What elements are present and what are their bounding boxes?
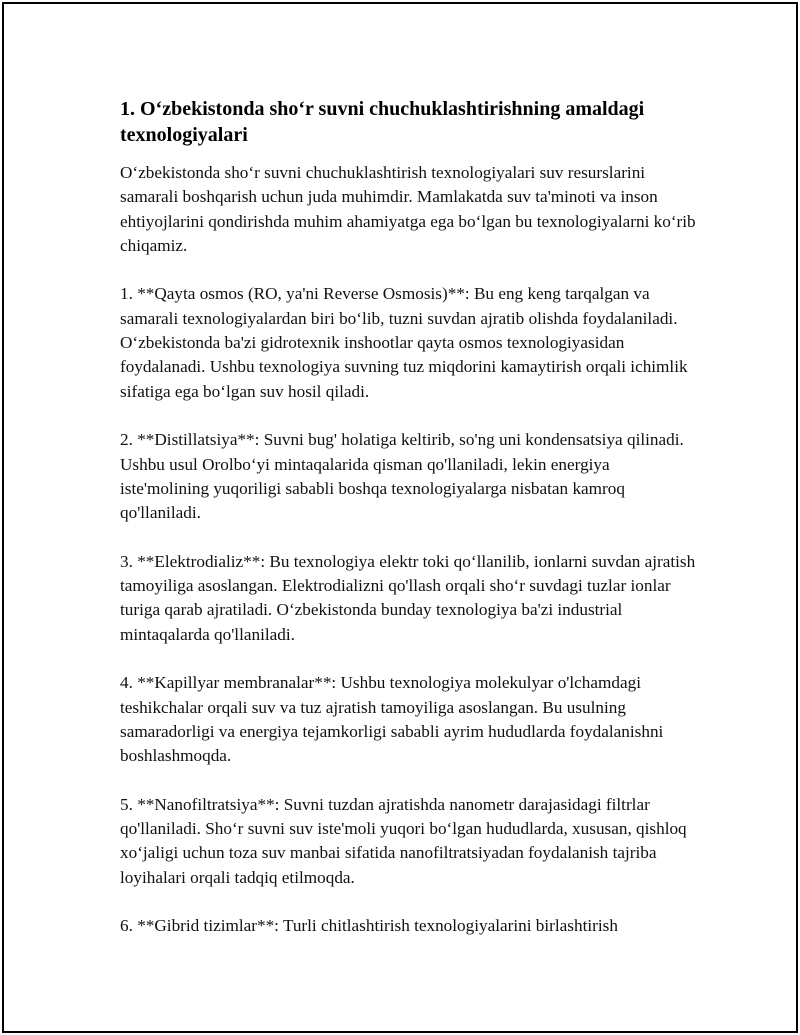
paragraph-hybrid-systems: 6. **Gibrid tizimlar**: Turli chitlashtirish texnologiyalarini birlashtirish — [120, 916, 618, 936]
paragraph-electrodialysis: 3. **Elektrodializ**: Bu texnologiya elektr toki qo‘llanilib, ionlarni suvdan ajratish tamoyiliga asoslangan. Elektrodializni qo'llash orqali sho‘r suvdagi tuzlar ionlar turiga qarab ajratiladi. O‘zbekistonda bunday texnologiya ba'zi industrial mintaqalarda qo'llaniladi. — [120, 551, 696, 644]
paragraph-nanofiltration: 5. **Nanofiltratsiya**: Suvni tuzdan ajratishda nanometr darajasidagi filtrlar qo'llaniladi. Sho‘r suvni suv iste'moli yuqori bo‘lgan hududlarda, xususan, qishloq xo‘jaligi uchun toza suv manbai sifatida nanofiltratsiyadan foydalanish tajriba loyihalari orqali tadqiq etilmoqda. — [120, 794, 687, 887]
paragraph-distillation: 2. **Distillatsiya**: Suvni bug' holatiga keltirib, so'ng uni kondensatsiya qilinadi. Ushbu usul Orolbo‘yi mintaqalarida qisman qo'llaniladi, lekin energiya iste'molining yuqoriligi sababli boshqa texnologiyalarga nisbatan kamroq qo'llaniladi. — [120, 430, 684, 523]
paragraph-capillary-membranes: 4. **Kapillyar membranalar**: Ushbu texnologiya molekulyar o'lchamdagi teshikchalar orqali suv va tuz ajratish tamoyiliga asoslangan. Bu usulning samaradorligi va energiya tejamkorligi sababli ayrim hududlarda foydalanishni boshlashmoqda. — [120, 673, 664, 766]
page-frame — [2, 2, 798, 1033]
paragraph-reverse-osmosis: 1. **Qayta osmos (RO, ya'ni Reverse Osmosis)**: Bu eng keng tarqalgan va samarali texnologiyalardan biri bo‘lib, tuzni suvdan ajratib olishda foydalaniladi. O‘zbekistonda ba'zi gidrotexnik inshootlar qayta osmos texnologiyasidan foydalanadi. Ushbu texnologiya suvning tuz miqdorini kamaytirish orqali ichimlik sifatiga ega bo‘lgan suv hosil qiladi. — [120, 284, 688, 401]
section-heading: 1. O‘zbekistonda sho‘r suvni chuchuklashtirishning amaldagi texnologiyalari — [120, 98, 645, 146]
intro-paragraph: O‘zbekistonda sho‘r suvni chuchuklashtirish texnologiyalari suv resurslarini samarali boshqarish uchun juda muhimdir. Mamlakatda suv ta'minoti va inson ehtiyojlarini qondirishda muhim ahamiyatga ega bo‘lgan bu texnologiyalarni ko‘rib chiqamiz. — [120, 163, 696, 255]
document-body — [120, 96, 700, 963]
